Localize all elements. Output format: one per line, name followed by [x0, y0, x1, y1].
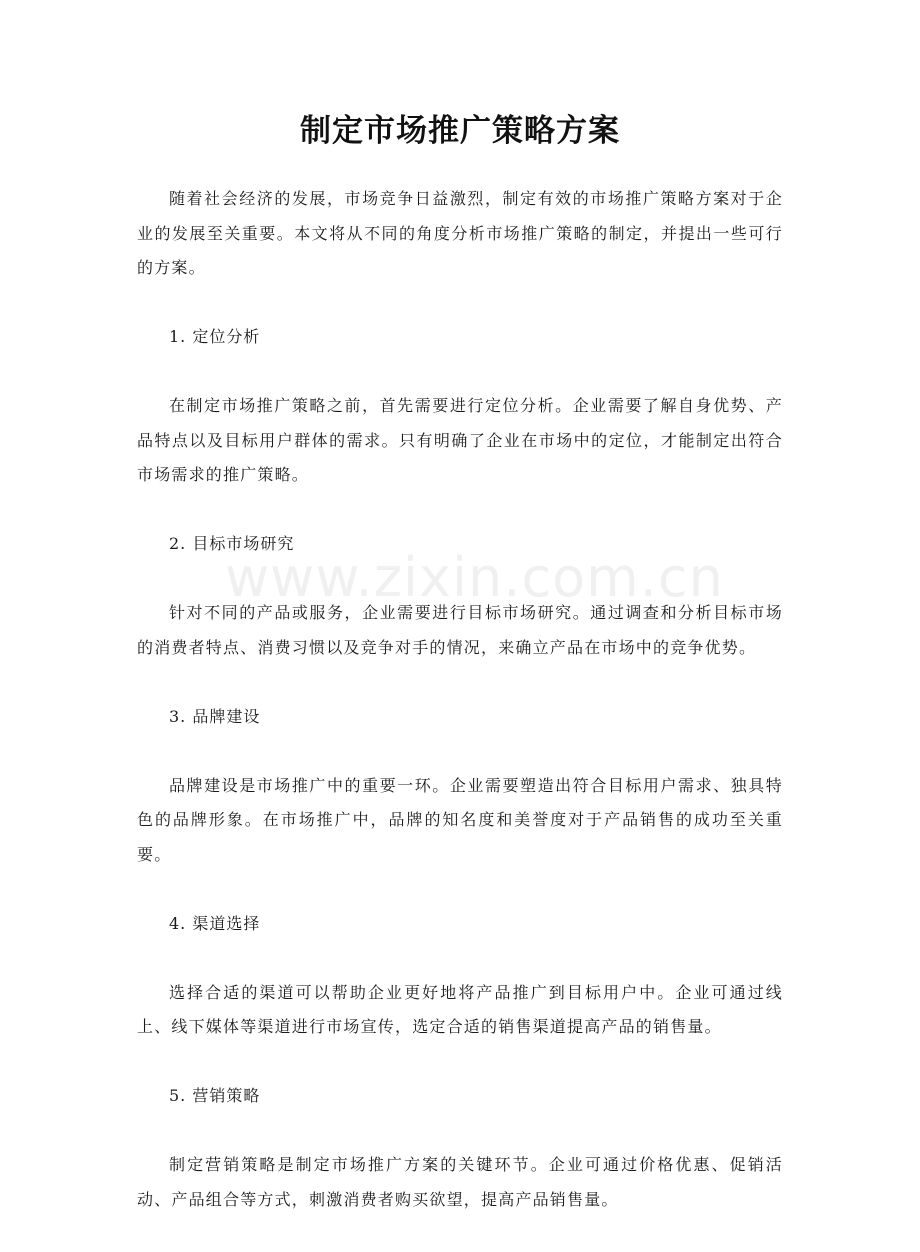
section-heading: 2. 目标市场研究	[169, 534, 295, 553]
section-paragraph: 选择合适的渠道可以帮助企业更好地将产品推广到目标用户中。企业可通过线上、线下媒体等渠道进行市场宣传，选定合适的销售渠道提高产品的销售量。	[137, 982, 783, 1036]
section-marketing-strategy	[137, 1079, 783, 1217]
section-heading: 4. 渠道选择	[169, 913, 261, 933]
section-paragraph: 制定营销策略是制定市场推广方案的关键环节。企业可通过价格优惠、促销活动、产品组合等方式，刺激消费者购买欲望，提高产品销售量。	[137, 1155, 783, 1209]
section-heading: 3. 品牌建设	[169, 706, 261, 726]
document-title: 制定市场推广策略方案	[300, 113, 620, 149]
section-heading: 5. 营销策略	[169, 1086, 261, 1105]
section-target-market	[137, 527, 783, 665]
section-heading: 1. 定位分析	[169, 327, 261, 346]
section-channel-selection	[137, 907, 783, 1045]
section-paragraph: 针对不同的产品或服务，企业需要进行目标市场研究。通过调查和分析目标市场的消费者特点、消费习惯以及竞争对手的情况，来确立产品在市场中的竞争优势。	[137, 603, 783, 657]
section-paragraph: 品牌建设是市场推广中的重要一环。企业需要塑造出符合目标用户需求、独具特色的品牌形象。在市场推广中，品牌的知名度和美誉度对于产品销售的成功至关重要。	[137, 775, 783, 864]
watermark: www.zixin.com.cn	[225, 546, 724, 609]
intro-paragraph: 随着社会经济的发展，市场竞争日益激烈，制定有效的市场推广策略方案对于企业的发展至关重要。本文将从不同的角度分析市场推广策略的制定，并提出一些可行的方案。	[137, 189, 783, 277]
document-body	[137, 182, 783, 1252]
section-positioning	[137, 320, 783, 493]
section-brand-building	[137, 700, 783, 873]
section-paragraph: 在制定市场推广策略之前，首先需要进行定位分析。企业需要了解自身优势、产品特点以及目标用户群体的需求。只有明确了企业在市场中的定位，才能制定出符合市场需求的推广策略。	[137, 396, 783, 484]
